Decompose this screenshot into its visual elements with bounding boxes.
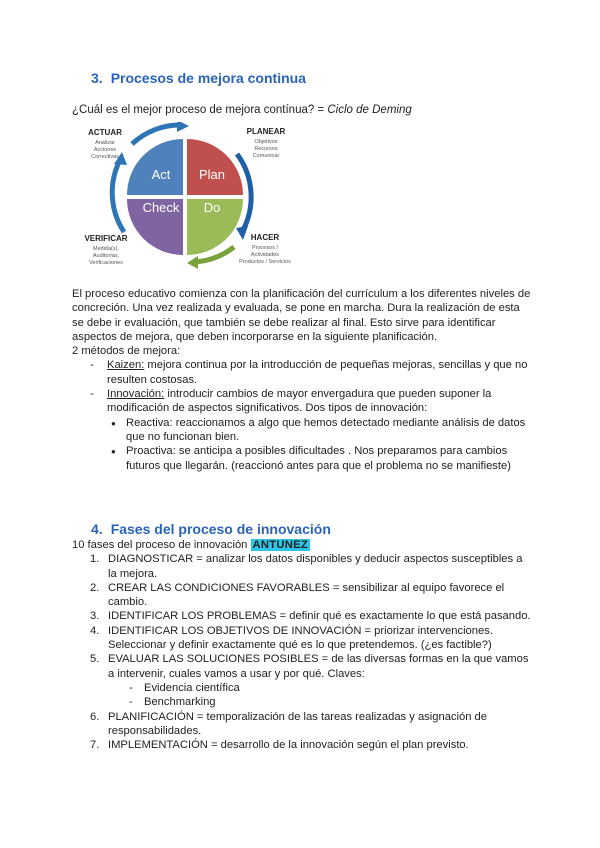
innovacion-term: Innovación:: [107, 388, 165, 401]
ring-arrow-top: [177, 122, 189, 132]
pdca-diagram: [72, 122, 312, 272]
actuar-title: ACTUAR: [88, 128, 122, 137]
section-4-body: [72, 538, 532, 752]
section-4-number: 4.: [91, 521, 103, 537]
hacer-line-2: Actividades: [250, 252, 280, 258]
phase-item: [72, 710, 532, 739]
section-3-number: 3.: [91, 70, 103, 86]
phase-number: 3.: [90, 610, 100, 623]
verificar-line-1: Medida(s),: [93, 246, 119, 252]
phase-number: 2.: [90, 581, 100, 594]
planear-line-2: Recursos: [254, 146, 278, 152]
phase-item: [72, 624, 532, 653]
phases-intro-text: 10 fases del proceso de innovación: [72, 539, 251, 551]
actuar-line-2: Acciones: [93, 147, 117, 153]
kaizen-term: Kaizen:: [107, 359, 145, 372]
list-item-kaizen: [72, 358, 532, 387]
planear-line-3: Comunicar: [252, 153, 280, 159]
planear-title: PLANEAR: [246, 127, 286, 136]
quadrant-plan-label: Plan: [198, 167, 226, 182]
deming-question: [72, 104, 412, 116]
section-4-title: Fases del proceso de innovación: [110, 521, 331, 537]
hacer-title: HACER: [250, 233, 280, 242]
phase-item: [72, 652, 532, 709]
quadrant-act-label: Act: [151, 167, 171, 182]
paragraph-methods: 2 métodos de mejora:: [72, 345, 181, 358]
clave-item: - Evidencia científica: [72, 681, 532, 695]
section-4-heading: [91, 521, 331, 537]
question-text: ¿Cuál es el mejor proceso de mejora contínua? =: [72, 104, 328, 116]
list-item-proactiva: ● Proactiva: se anticipa a posibles dificultades . Nos preparamos para cambios futuros que llegarán. (reaccionó antes para que el problema no se manifieste): [72, 444, 532, 473]
phase-text: IDENTIFICAR LOS OBJETIVOS DE INNOVACIÓN = priorizar intervenciones. Seleccionar y definir exactamente qué es lo que pretendemos. (¿es factible?): [108, 624, 493, 652]
section-3-body: [72, 287, 532, 473]
phases-list: [72, 552, 532, 752]
phase-item: [72, 552, 532, 581]
phase-number: 6.: [90, 710, 100, 723]
pdca-svg: [72, 122, 312, 272]
clave-item: - Benchmarking: [72, 695, 532, 709]
innovacion-text: introducir cambios de mayor envergadura que pueden suponer la modificación de aspectos significativos. Dos tipos de innovación:: [107, 388, 492, 415]
innovation-types-list: [72, 416, 532, 473]
actuar-line-1: Analizar: [95, 140, 115, 146]
phases-intro: [72, 538, 532, 552]
phase-text: PLANIFICACIÓN = temporalización de las tareas realizadas y asignación de responsabilidades.: [108, 710, 488, 737]
phase-text: IDENTIFICAR LOS PROBLEMAS = definir qué es exactamente lo que está pasando.: [108, 610, 531, 623]
phase-item: [72, 609, 532, 623]
phase-number: 7.: [90, 739, 100, 752]
phase-number: 1.: [90, 553, 100, 566]
kaizen-text: mejora continua por la introducción de pequeñas mejoras, sencillas y que no resulten costosas.: [107, 359, 528, 386]
list-item-innovacion: [72, 387, 532, 473]
section-3-title: Procesos de mejora continua: [110, 70, 306, 86]
phase-text: IMPLEMENTACIÓN = desarrollo de la innovación según el plan previsto.: [108, 739, 469, 752]
planear-line-1: Objetivos: [254, 139, 278, 145]
verificar-line-3: Verificaciones: [89, 260, 123, 266]
hacer-line-3: Productos / Servicios: [239, 259, 291, 265]
paragraph-process: El proceso educativo comienza con la planificación del currículum a los diferentes niveles de concreción. Una vez realizada y evaluada, se pone en marcha. Dura la realización de esta se debe ir evaluación, que también se debe realizar al final. Esto sirve para identificar aspectos de mejora, que deben incorporarse en la siguiente planificación.: [72, 288, 531, 343]
phase-number: 5.: [90, 653, 100, 666]
phase-item: [72, 581, 532, 610]
question-answer: Ciclo de Deming: [327, 104, 412, 116]
quadrant-do-label: Do: [203, 200, 221, 215]
ring-arc-left: [112, 160, 124, 232]
quadrant-check-label: Check: [142, 200, 180, 215]
highlight-antunez: ANTUNEZ: [252, 539, 309, 551]
phase-text: EVALUAR LAS SOLUCIONES POSIBLES = de las diversas formas en la que vamos a intervenir, cuales vamos a usar y por qué. Claves:: [108, 653, 529, 680]
verificar-line-2: Auditorías,: [92, 253, 120, 259]
phase-item: [72, 738, 532, 752]
methods-list: [72, 358, 532, 472]
phase-number: 4.: [90, 624, 100, 637]
hacer-line-1: Procesos /: [252, 245, 278, 251]
verificar-title: VERIFICAR: [84, 234, 128, 243]
list-item-reactiva: ● Reactiva: reaccionamos a algo que hemos detectado mediante análisis de datos que no funcionan bien.: [72, 416, 532, 445]
phase-text: CREAR LAS CONDICIONES FAVORABLES = sensibilizar al equipo favorece el cambio.: [108, 581, 505, 609]
section-3-heading: [91, 70, 306, 86]
phase-text: DIAGNOSTICAR = analizar los datos disponibles y deducir aspectos susceptibles a la mejora.: [108, 553, 523, 580]
ring-arrow-right: [236, 226, 248, 240]
claves-list: [72, 681, 532, 710]
actuar-line-3: Correctivas: [91, 154, 119, 160]
ring-arrow-bottom: [187, 256, 198, 269]
